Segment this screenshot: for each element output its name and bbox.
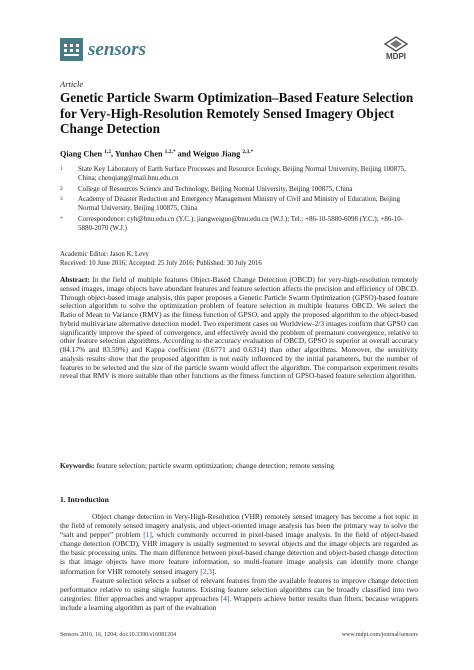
text-run: . bbox=[214, 566, 217, 576]
text-run: . Wrappers achieve better results than filters, because wrappers include a learning algorithm as part of the evaluation bbox=[60, 593, 418, 612]
affiliation-text: Academy of Disaster Reduction and Emergency Management Ministry of Civil and Ministry of Education, Beijing Normal University, Beijing 100875, China bbox=[78, 195, 400, 212]
paper-title: Genetic Particle Swarm Optimization–Based Feature Selection for Very-High-Resolution Remotely Sensed Imagery Object Change Detection bbox=[60, 90, 414, 136]
footer-journal-url[interactable]: www.mdpi.com/journal/sensors bbox=[341, 632, 418, 638]
citation-link[interactable]: [4] bbox=[220, 593, 230, 603]
affiliation-number: 1 bbox=[60, 166, 63, 172]
mdpi-logo-icon bbox=[380, 36, 412, 52]
introduction-body bbox=[60, 512, 418, 612]
affiliation-text: College of Resources Science and Technology, Beijing Normal University, Beijing 100875, China bbox=[78, 185, 353, 193]
abstract-label: Abstract: bbox=[60, 275, 90, 284]
affiliation-2 bbox=[60, 185, 420, 194]
academic-editor: Academic Editor: Jason K. Levy bbox=[60, 251, 149, 258]
keywords-text: feature selection; particle swarm optimization; change detection; remote sensing bbox=[96, 461, 335, 470]
text-run: Object change detection in Very-High-Resolution (VHR) remotely sensed imagery has become a hot topic in the field of remotely sensed imagery analysis, and object-oriented image analysis has been the primary way to solve the “salt and pepper” problem bbox=[60, 512, 418, 540]
affiliation-number: 3 bbox=[60, 196, 63, 202]
author-name[interactable]: Weiguo Jiang bbox=[192, 149, 241, 159]
affiliation-3 bbox=[60, 195, 420, 213]
abstract bbox=[60, 276, 418, 381]
sensors-logo-icon bbox=[60, 38, 83, 61]
correspondence-text[interactable]: Correspondence: cyh@bnu.edu.cn (Y.C.); jiangweiguo@bnu.edu.cn (W.J.); Tel.: +86-10-5880-6098 (Y.C.); +86-10-5880-2070 (W.J.) bbox=[78, 215, 404, 232]
affiliation-number: 2 bbox=[60, 186, 63, 192]
author-list bbox=[60, 149, 253, 159]
text-run: Feature selection selects a subset of relevant features from the available features to improve change detection performance relative to using single features. Existing feature selection algorithms can be broadly classified into two categories: filter approaches and wrapper approaches bbox=[60, 575, 418, 603]
author-separator: and bbox=[175, 149, 193, 159]
keywords bbox=[60, 461, 418, 470]
author-affil-sup: 1,2 bbox=[104, 149, 112, 155]
keywords-label: Keywords: bbox=[60, 461, 95, 470]
intro-paragraph-1 bbox=[60, 512, 418, 576]
author-separator: , bbox=[111, 149, 115, 159]
citation-link[interactable]: [1] bbox=[143, 530, 152, 540]
journal-name: sensors bbox=[88, 39, 147, 60]
citation-link[interactable]: [2,3] bbox=[200, 566, 215, 576]
affiliation-number: * bbox=[60, 216, 63, 222]
editorial-info bbox=[60, 251, 262, 269]
affiliation-text: State Key Laboratory of Earth Surface Processes and Resource Ecology, Beijing Normal University, Beijing 100875, China; chenqiang@mail.bnu.edu.cn bbox=[78, 165, 406, 182]
publication-dates: Received: 10 June 2016; Accepted: 25 July 2016; Published: 30 July 2016 bbox=[60, 259, 262, 267]
text-run: , which commonly occurred in pixel-based image analysis. In the field of object-based change detection (OBCD), VHR imagery is usually segmented to several objects and the image objects are regarded as the basic processing units. The main difference between pixel-based change detection and object-based change detection is that image objects have more feature information, so multi-feature image analysis can identify more change information for VHR remotely sensed imagery bbox=[60, 530, 418, 576]
author-name[interactable]: Qiang Chen bbox=[60, 149, 103, 159]
affiliation-1 bbox=[60, 165, 420, 183]
publisher-logo[interactable] bbox=[380, 36, 412, 62]
author-affil-sup: 1,2,* bbox=[164, 149, 176, 155]
abstract-text: In the field of multiple features Object-Based Change Detection (OBCD) for very-high-resolution remotely sensed images, image objects have abundant features and feature selection affects the precision and efficiency of OBCD. Through object-based image analysis, this paper proposes a Genetic Particle Swarm Optimization (GPSO)-based feature selection algorithm to solve the optimization problem of feature selection in multiple features OBCD. We select the Ratio of Mean to Variance (RMV) as the fitness function of GPSO, and apply the proposed algorithm to the object-based hybrid multivariate alternative detection model. Two experiment cases on Worldview-2/3 images confirm that GPSO can significantly improve the speed of convergence, and effectively avoid the problem of premature convergence, relative to other feature selection algorithms. According to the accuracy evaluation of OBCD, GPSO is superior at overall accuracy (84.17% and 83.59%) and Kappa coefficient (0.6771 and 0.6314) than other algorithms. Moreover, the sensitivity analysis results show that the proposed algorithm is not easily influenced by the initial parameters, but the number of features to be selected and the size of the particle swarm would affect the algorithm. The comparison experiment results reveal that RMV is more suitable than other functions as the fitness function of GPSO-based feature selection algorithm. bbox=[60, 275, 418, 381]
section-heading-introduction: 1. Introduction bbox=[60, 495, 109, 504]
journal-logo[interactable] bbox=[60, 38, 188, 62]
author-name[interactable]: Yunhao Chen bbox=[114, 149, 163, 159]
correspondence bbox=[60, 215, 420, 233]
author-affil-sup: 2,3,* bbox=[242, 149, 254, 155]
publisher-name: MDPI bbox=[386, 52, 406, 61]
article-type: Article bbox=[60, 79, 84, 89]
footer-citation: Sensors 2016, 16, 1204; doi:10.3390/s16081204 bbox=[60, 632, 177, 638]
intro-paragraph-2 bbox=[60, 576, 418, 612]
